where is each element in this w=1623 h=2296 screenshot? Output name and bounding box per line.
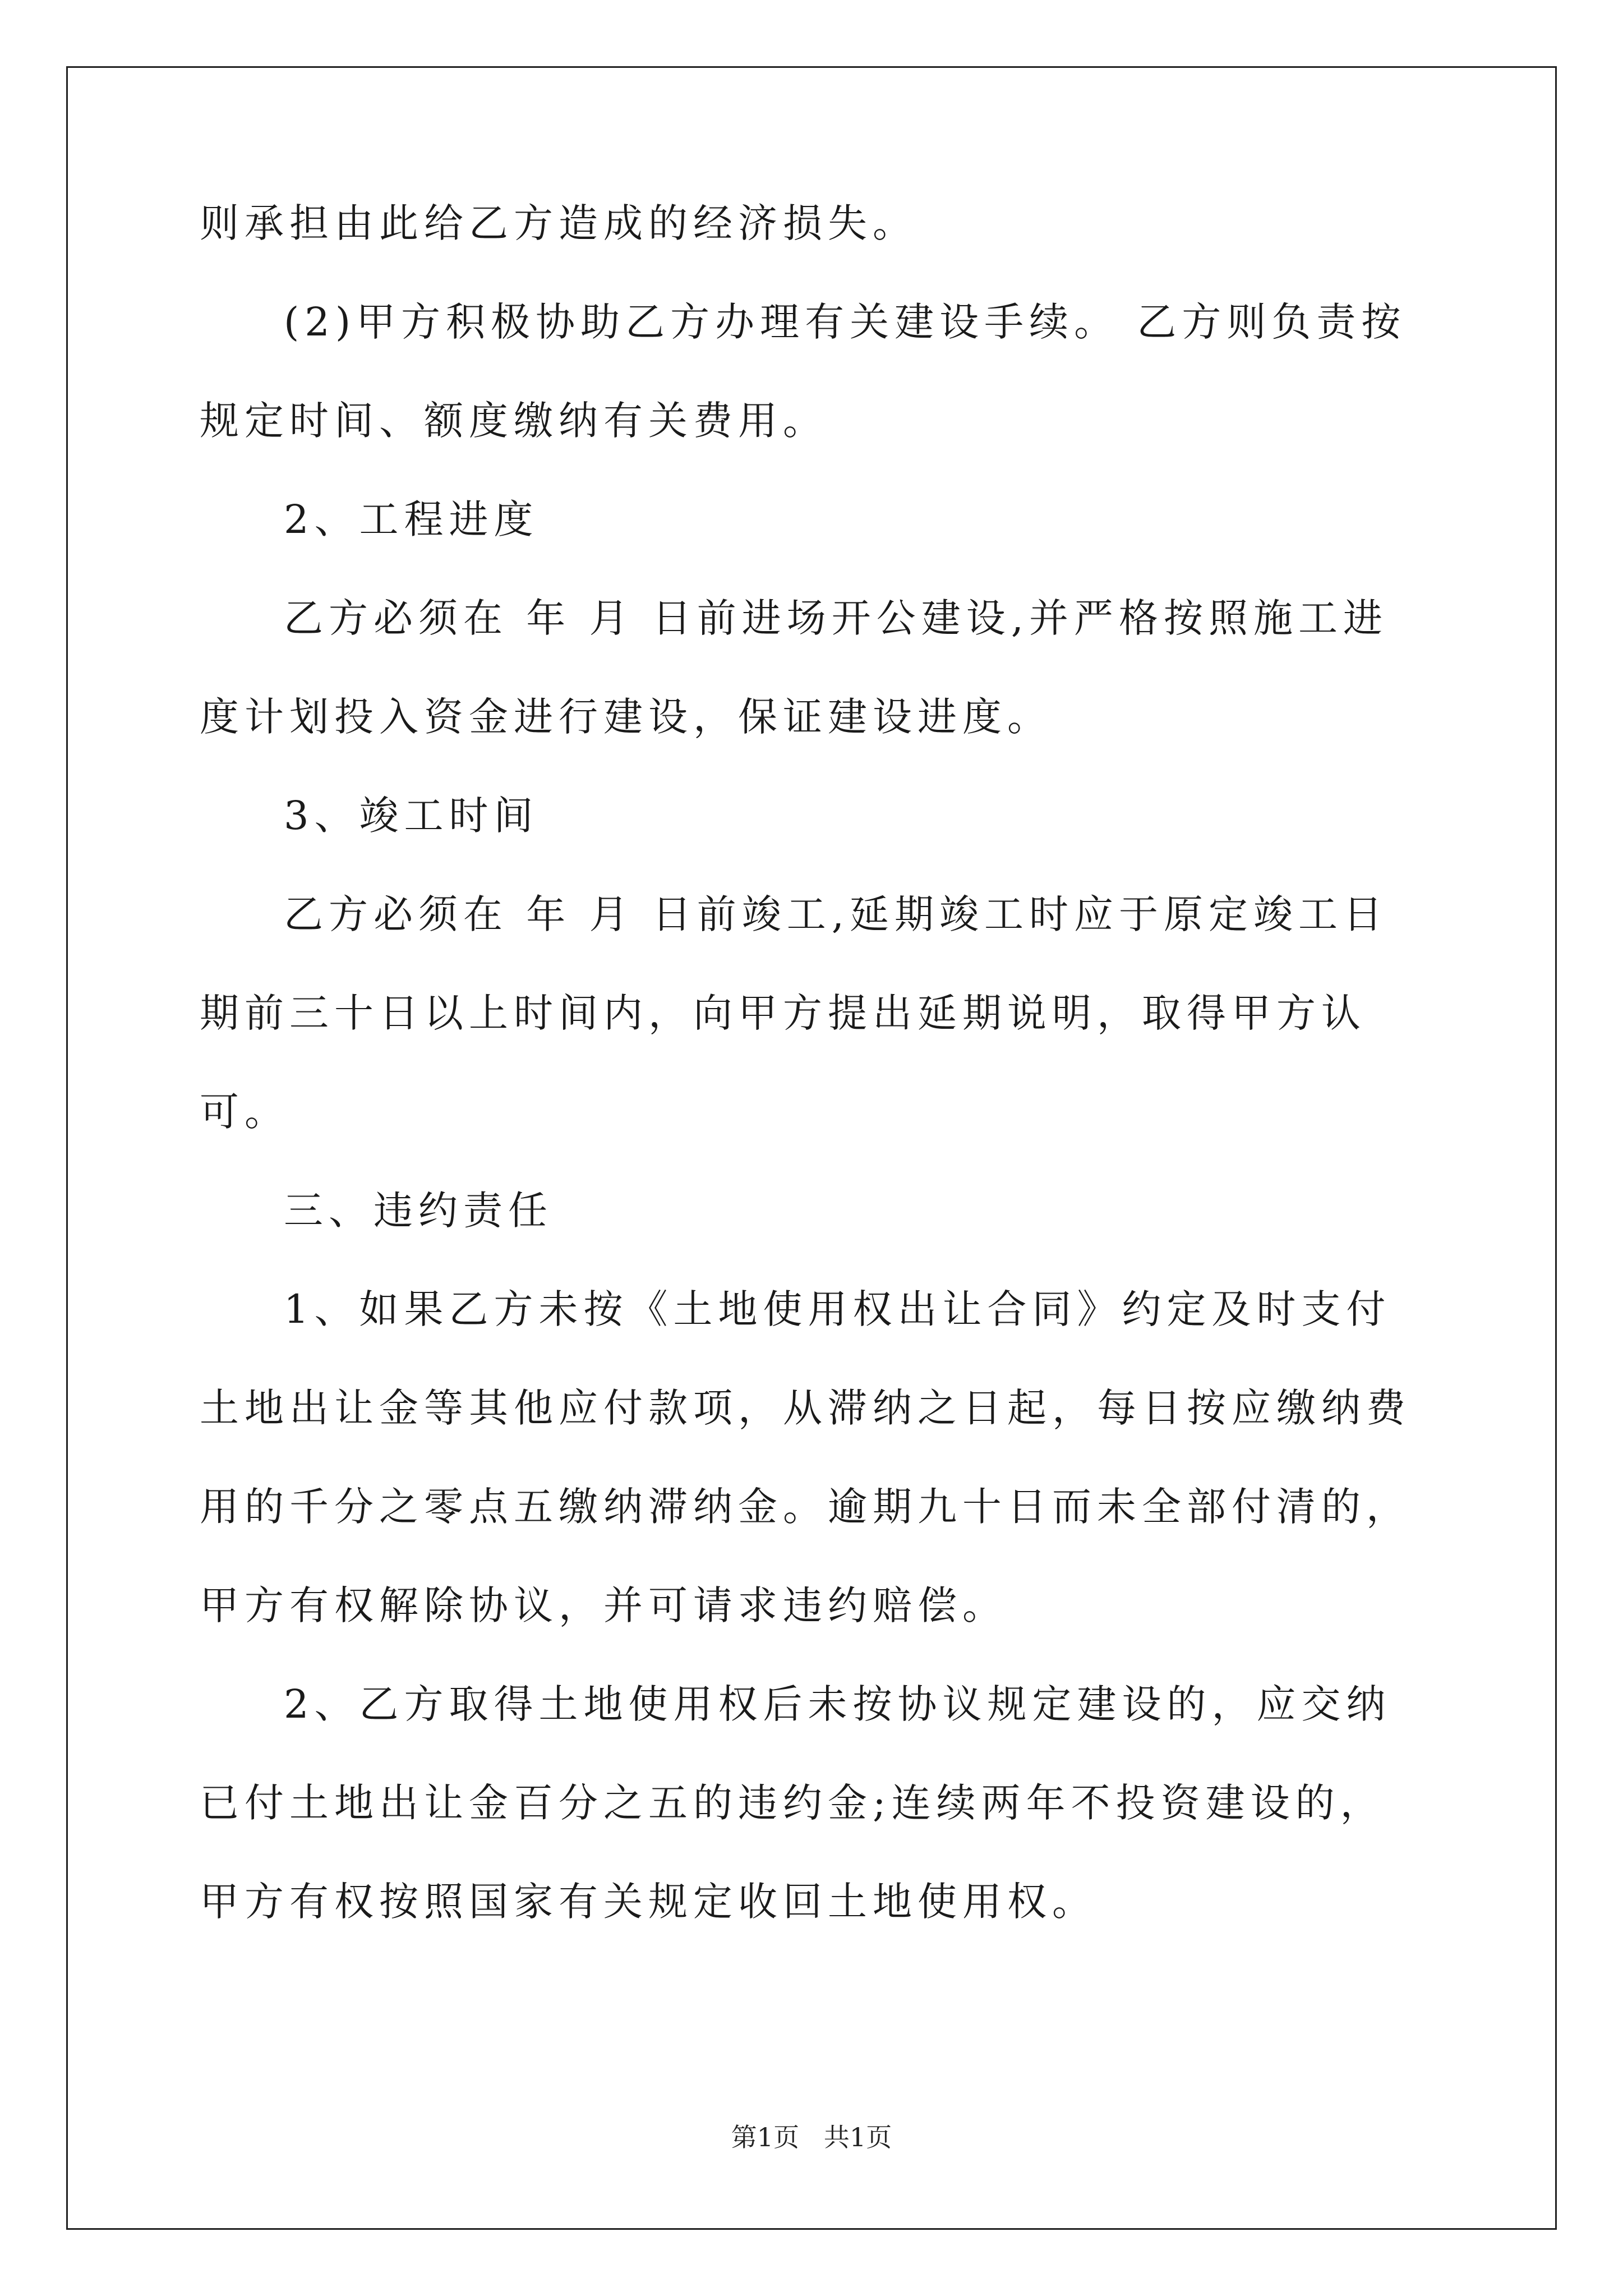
paragraph-6: 乙方必须在 年 月 日前竣工,延期竣工时应于原定竣工日期前三十日以上时间内，向甲方提出延期说明，取得甲方认可。 <box>200 891 1389 1135</box>
page-number-footer: 第1页 共1页 <box>731 2122 892 2152</box>
paragraph-2: (2)甲方积极协助乙方办理有关建设手续。 乙方则负责按规定时间、额度缴纳有关费用。 <box>200 299 1407 444</box>
paragraph-1: 则承担由此给乙方造成的经济损失。 <box>200 200 917 246</box>
paragraph-4: 乙方必须在 年 月 日前进场开公建设,并严格按照施工进度计划投入资金进行建设，保证建设进度。 <box>200 595 1389 740</box>
paragraph-9: 2、乙方取得土地使用权后未按协议规定建设的，应交纳已付土地出让金百分之五的违约金;连续两年不投资建设的， 甲方有权按照国家有关规定收回土地使用权。 <box>200 1681 1403 1925</box>
document-body <box>200 174 1428 1951</box>
paragraph-8: 1、如果乙方未按《土地使用权出让合同》约定及时支付土地出让金等其他应付款项，从滞纳之日起，每日按应缴纳费用的千分之零点五缴纳滞纳金。逾期九十日而未全部付清的，甲方有权解除协议，并可请求违约赔偿。 <box>200 1286 1411 1628</box>
section-heading-completion: 3、竣工时间 <box>284 793 539 839</box>
section-heading-liability: 三、违约责任 <box>284 1188 553 1234</box>
section-heading-progress: 2、工程进度 <box>284 496 539 542</box>
